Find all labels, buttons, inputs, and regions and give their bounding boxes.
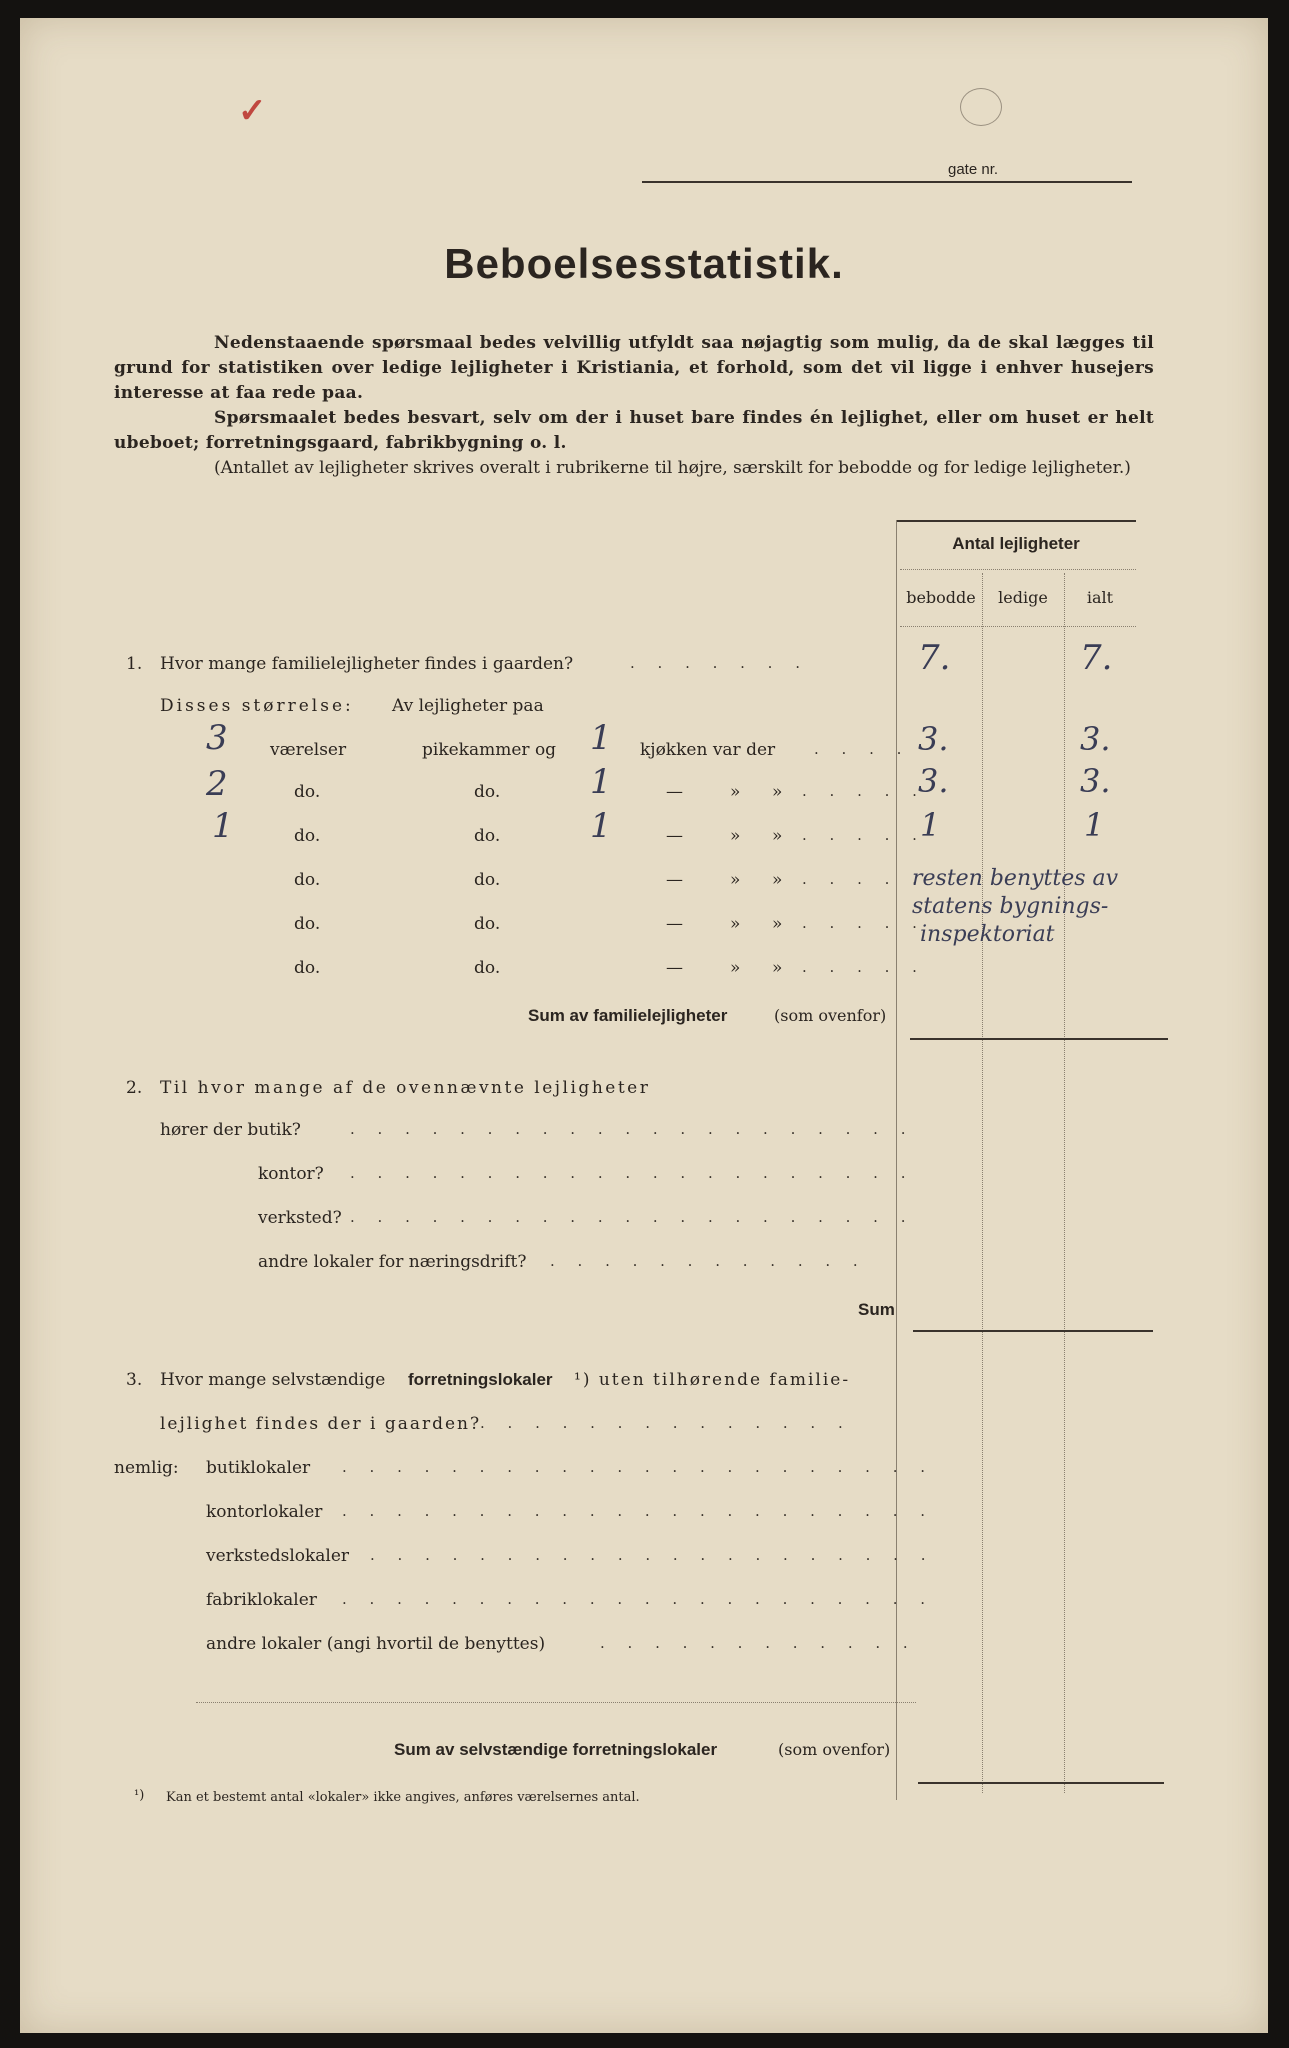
row4-do-1: do.	[294, 870, 321, 890]
q1-note-line-1: resten benyttes av	[912, 866, 1119, 891]
q2-dots-3: . . . . . . . . . . . . . . . . . . . . .	[350, 1208, 915, 1226]
row4-quote-1: »	[730, 870, 741, 890]
q2-dots-4: . . . . . . . . . . . .	[550, 1252, 867, 1270]
q1-sum-label: Sum av familielejligheter	[528, 1006, 728, 1025]
q3-separator	[196, 1702, 916, 1703]
q3-prefix: nemlig:	[114, 1458, 179, 1478]
gate-label: gate nr.	[948, 161, 999, 178]
table-title: Antal lejligheter	[952, 534, 1080, 553]
q2-item-andre: andre lokaler for næringsdrift?	[258, 1252, 527, 1272]
row6-dots: . . . . .	[802, 958, 926, 976]
row6-quote-2: »	[772, 958, 783, 978]
q3-text-b: forretningslokaler	[408, 1370, 553, 1389]
row3-dash: —	[666, 826, 683, 846]
intro-paragraph-1: Nedenstaaende spørsmaal bedes velvillig utfyldt saa nøjagtig som mulig, da de skal lægges til grund for statistiken over ledige lejligheter i Kristiania, et forhold, som det vil ligge i enhver husejers interesse at faa rede paa.	[114, 333, 1154, 403]
q1-sum-line	[910, 1038, 1168, 1040]
q3-item-andre: andre lokaler (angi hvortil de benyttes)	[206, 1634, 546, 1654]
row4-dash: —	[666, 870, 683, 890]
q3-dots-4: . . . . . . . . . . . . . . . . . . . . . .	[342, 1590, 935, 1608]
row1-kitchen: 1	[590, 718, 612, 758]
footnote-mark: ¹)	[134, 1788, 145, 1803]
q2-number: 2.	[126, 1078, 143, 1098]
row2-dash: —	[666, 782, 683, 802]
row6-dash: —	[666, 958, 683, 978]
q3-item-fabriklokaler: fabriklokaler	[206, 1590, 317, 1610]
q3-sum-line	[918, 1782, 1164, 1784]
q3-item-butiklokaler: butiklokaler	[206, 1458, 311, 1478]
row2-kitchen: 1	[590, 762, 612, 802]
q2-item-kontor: kontor?	[258, 1164, 324, 1184]
row6-do-2: do.	[474, 958, 501, 978]
q2-dots-1: . . . . . . . . . . . . . . . . . . . . .	[350, 1120, 915, 1138]
q1-dots: . . . . . . .	[630, 654, 809, 672]
row1-kjokken: kjøkken var der	[640, 740, 776, 760]
table-top-line	[896, 520, 1136, 522]
q3-item-kontorlokaler: kontorlokaler	[206, 1502, 323, 1522]
row2-do-1: do.	[294, 782, 321, 802]
form-page	[20, 18, 1268, 2033]
row2-rooms: 2	[206, 764, 228, 804]
q2-sum-label: Sum	[858, 1300, 895, 1319]
col-bebodde-header: bebodde	[906, 588, 976, 607]
intro-paragraph-2: Spørsmaalet bedes besvart, selv om der i huset bare findes én lejlighet, eller om huset er helt ubeboet; forretningsgaard, fabrikbygning o. l.	[114, 408, 1154, 453]
q3-dots-2: . . . . . . . . . . . . . . . . . . . . . .	[342, 1502, 935, 1520]
row1-ialt: 3.	[1080, 720, 1111, 758]
check-mark-icon: ✓	[238, 91, 267, 131]
row3-kitchen: 1	[590, 806, 612, 846]
row6-do-1: do.	[294, 958, 321, 978]
row3-bebodde: 1	[920, 806, 941, 844]
table-left-line	[896, 520, 897, 1800]
q2-dots-2: . . . . . . . . . . . . . . . . . . . . .	[350, 1164, 915, 1182]
row1-dots: . . . .	[814, 740, 911, 758]
row2-bebodde: 3.	[918, 762, 949, 800]
col-ledige-header: ledige	[998, 588, 1048, 607]
row3-dots: . . . . .	[802, 826, 926, 844]
row5-quote-2: »	[772, 914, 783, 934]
q3-dots-1: . . . . . . . . . . . . . . . . . . . . . .	[342, 1458, 935, 1476]
row2-do-2: do.	[474, 782, 501, 802]
gate-underline	[642, 181, 1132, 183]
q2-item-butik: hører der butik?	[160, 1120, 301, 1140]
row5-dash: —	[666, 914, 683, 934]
q2-sum-line	[913, 1330, 1153, 1332]
q2-item-verksted: verksted?	[258, 1208, 342, 1228]
row5-dots: . . . . .	[802, 914, 926, 932]
row2-ialt: 3.	[1080, 762, 1111, 800]
q1-note-line-3: inspektoriat	[920, 922, 1055, 947]
row2-quote-2: »	[772, 782, 783, 802]
table-subheader-line	[900, 569, 1136, 570]
row3-quote-2: »	[772, 826, 783, 846]
row1-vaerelser: værelser	[270, 740, 347, 760]
q3-sum-suffix: (som ovenfor)	[778, 1740, 891, 1759]
row3-do-1: do.	[294, 826, 321, 846]
q3-dots-3: . . . . . . . . . . . . . . . . . . . . .	[370, 1546, 935, 1564]
row5-do-1: do.	[294, 914, 321, 934]
q3-text-a: Hvor mange selvstændige	[160, 1370, 386, 1390]
col-divider-2	[1064, 573, 1065, 1793]
footnote-text: Kan et bestemt antal «lokaler» ikke angives, anføres værelsernes antal.	[166, 1790, 640, 1805]
page-title: Beboelsesstatistik.	[444, 240, 844, 287]
table-header-bottom-line	[900, 626, 1136, 627]
col-ialt-header: ialt	[1086, 588, 1114, 607]
row4-quote-2: »	[772, 870, 783, 890]
stamp-circle	[960, 88, 1002, 126]
q2-text: Til hvor mange af de ovennævnte lejligheter	[160, 1078, 651, 1098]
row3-quote-1: »	[730, 826, 741, 846]
row3-rooms: 1	[212, 806, 234, 846]
row4-dots: . . . . .	[802, 870, 926, 888]
q1-sizes-label-2: Av lejligheter paa	[392, 696, 544, 716]
intro-paragraph-3: (Antallet av lejligheter skrives overalt i rubrikerne til højre, særskilt for bebodde og for ledige lejligheter.)	[214, 458, 1131, 478]
q1-text: Hvor mange familielejligheter findes i gaarden?	[160, 654, 574, 674]
q3-text-c: ¹) uten tilhørende familie-	[574, 1370, 851, 1390]
q3-sum-label: Sum av selvstændige forretningslokaler	[394, 1740, 718, 1759]
q1-number: 1.	[126, 654, 143, 674]
q1-answer-ialt: 7.	[1080, 638, 1113, 678]
row1-bebodde: 3.	[918, 720, 949, 758]
q1-sum-suffix: (som ovenfor)	[774, 1006, 887, 1025]
row2-dots: . . . . .	[802, 782, 926, 800]
row6-quote-1: »	[730, 958, 741, 978]
row3-ialt: 1	[1084, 806, 1105, 844]
row1-pikekammer: pikekammer og	[422, 740, 557, 760]
q3-item-verkstedslokaler: verkstedslokaler	[206, 1546, 350, 1566]
q3-dots-5: . . . . . . . . . . . .	[600, 1634, 917, 1652]
row5-do-2: do.	[474, 914, 501, 934]
q1-answer-bebodde: 7.	[918, 638, 951, 678]
row5-quote-1: »	[730, 914, 741, 934]
row1-rooms: 3	[206, 718, 228, 758]
row2-quote-1: »	[730, 782, 741, 802]
row4-do-2: do.	[474, 870, 501, 890]
q3-dots-0: . . . . . . . . . . . . . .	[480, 1414, 852, 1432]
q1-note-line-2: statens bygnings-	[912, 894, 1109, 919]
q3-text-d: lejlighet findes der i gaarden?	[160, 1414, 482, 1434]
col-divider-1	[982, 573, 983, 1793]
row3-do-2: do.	[474, 826, 501, 846]
q3-number: 3.	[126, 1370, 143, 1390]
q1-sizes-label: Disses størrelse:	[160, 696, 354, 716]
